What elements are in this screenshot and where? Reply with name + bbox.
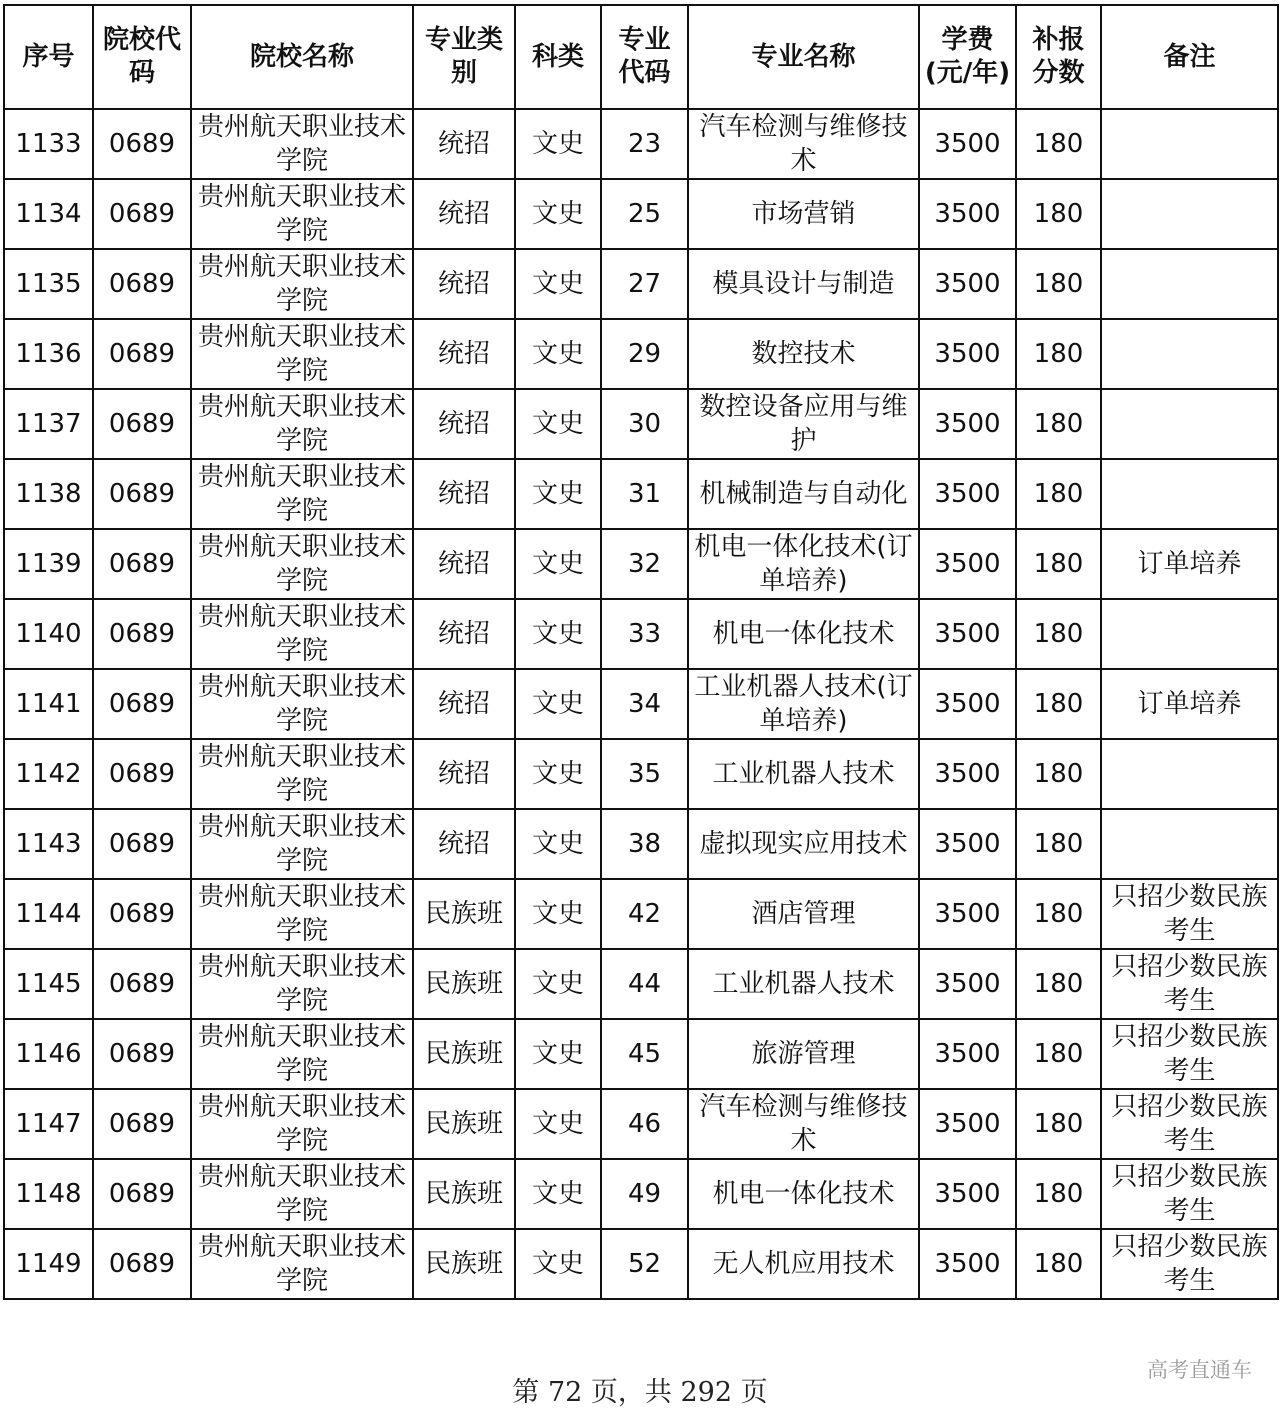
col-tuition-cell: 3500 bbox=[919, 809, 1016, 879]
col-tuition-cell: 3500 bbox=[919, 1089, 1016, 1159]
col-score-cell: 180 bbox=[1016, 529, 1101, 599]
table-body bbox=[4, 109, 1278, 1299]
col-major-category-cell: 民族班 bbox=[413, 1229, 515, 1299]
col-tuition-cell: 3500 bbox=[919, 389, 1016, 459]
col-school-name-cell: 贵州航天职业技术学院 bbox=[191, 809, 413, 879]
col-remark-cell: 只招少数民族考生 bbox=[1101, 1089, 1278, 1159]
table-row bbox=[4, 739, 1278, 809]
col-major-name-cell: 汽车检测与维修技术 bbox=[688, 109, 919, 179]
col-major-name-cell: 数控技术 bbox=[688, 319, 919, 389]
col-tuition-cell: 3500 bbox=[919, 599, 1016, 669]
col-index-cell: 1147 bbox=[4, 1089, 93, 1159]
col-school-code-cell: 0689 bbox=[93, 319, 191, 389]
col-tuition-cell: 3500 bbox=[919, 1019, 1016, 1089]
col-major-code-cell: 42 bbox=[601, 879, 688, 949]
col-index-cell: 1133 bbox=[4, 109, 93, 179]
col-major-code-cell: 31 bbox=[601, 459, 688, 529]
col-major-name-cell: 虚拟现实应用技术 bbox=[688, 809, 919, 879]
col-remark-cell: 订单培养 bbox=[1101, 529, 1278, 599]
table-row bbox=[4, 669, 1278, 739]
col-tuition-cell: 3500 bbox=[919, 879, 1016, 949]
col-score-cell: 180 bbox=[1016, 389, 1101, 459]
col-major-code-cell: 27 bbox=[601, 249, 688, 319]
col-school-name-cell: 贵州航天职业技术学院 bbox=[191, 1019, 413, 1089]
col-remark-cell bbox=[1101, 109, 1278, 179]
col-index-cell: 1139 bbox=[4, 529, 93, 599]
col-major-category-cell: 民族班 bbox=[413, 879, 515, 949]
col-subject-cell: 文史 bbox=[515, 739, 601, 809]
col-school-code-cell: 0689 bbox=[93, 179, 191, 249]
header-col-subject: 科类 bbox=[515, 5, 601, 109]
table-row bbox=[4, 949, 1278, 1019]
col-score-cell: 180 bbox=[1016, 109, 1101, 179]
col-score-cell: 180 bbox=[1016, 459, 1101, 529]
col-school-code-cell: 0689 bbox=[93, 1229, 191, 1299]
col-school-code-cell: 0689 bbox=[93, 739, 191, 809]
col-major-category-cell: 民族班 bbox=[413, 1159, 515, 1229]
header-col-major-name: 专业名称 bbox=[688, 5, 919, 109]
col-remark-cell bbox=[1101, 459, 1278, 529]
col-school-code-cell: 0689 bbox=[93, 1089, 191, 1159]
col-remark-cell: 只招少数民族考生 bbox=[1101, 1019, 1278, 1089]
col-subject-cell: 文史 bbox=[515, 949, 601, 1019]
col-index-cell: 1148 bbox=[4, 1159, 93, 1229]
col-school-name-cell: 贵州航天职业技术学院 bbox=[191, 389, 413, 459]
col-subject-cell: 文史 bbox=[515, 1159, 601, 1229]
col-major-category-cell: 统招 bbox=[413, 739, 515, 809]
col-tuition-cell: 3500 bbox=[919, 1159, 1016, 1229]
col-school-code-cell: 0689 bbox=[93, 1019, 191, 1089]
col-subject-cell: 文史 bbox=[515, 1019, 601, 1089]
col-index-cell: 1135 bbox=[4, 249, 93, 319]
col-major-code-cell: 44 bbox=[601, 949, 688, 1019]
col-major-category-cell: 统招 bbox=[413, 459, 515, 529]
table-row bbox=[4, 1089, 1278, 1159]
col-major-name-cell: 无人机应用技术 bbox=[688, 1229, 919, 1299]
header-col-major-code: 专业代码 bbox=[601, 5, 688, 109]
col-remark-cell: 只招少数民族考生 bbox=[1101, 1229, 1278, 1299]
col-school-name-cell: 贵州航天职业技术学院 bbox=[191, 319, 413, 389]
col-tuition-cell: 3500 bbox=[919, 1229, 1016, 1299]
col-remark-cell bbox=[1101, 249, 1278, 319]
col-score-cell: 180 bbox=[1016, 879, 1101, 949]
col-index-cell: 1144 bbox=[4, 879, 93, 949]
col-school-name-cell: 贵州航天职业技术学院 bbox=[191, 1229, 413, 1299]
col-major-code-cell: 49 bbox=[601, 1159, 688, 1229]
col-index-cell: 1134 bbox=[4, 179, 93, 249]
col-score-cell: 180 bbox=[1016, 1229, 1101, 1299]
col-remark-cell: 只招少数民族考生 bbox=[1101, 1159, 1278, 1229]
col-remark-cell bbox=[1101, 809, 1278, 879]
col-remark-cell: 只招少数民族考生 bbox=[1101, 949, 1278, 1019]
col-index-cell: 1146 bbox=[4, 1019, 93, 1089]
col-index-cell: 1149 bbox=[4, 1229, 93, 1299]
col-major-category-cell: 统招 bbox=[413, 389, 515, 459]
col-school-code-cell: 0689 bbox=[93, 459, 191, 529]
col-major-name-cell: 工业机器人技术 bbox=[688, 949, 919, 1019]
col-major-category-cell: 统招 bbox=[413, 249, 515, 319]
col-school-name-cell: 贵州航天职业技术学院 bbox=[191, 739, 413, 809]
col-major-name-cell: 机械制造与自动化 bbox=[688, 459, 919, 529]
col-index-cell: 1137 bbox=[4, 389, 93, 459]
header-col-school-code: 院校代码 bbox=[93, 5, 191, 109]
col-index-cell: 1143 bbox=[4, 809, 93, 879]
col-remark-cell bbox=[1101, 739, 1278, 809]
col-score-cell: 180 bbox=[1016, 179, 1101, 249]
col-major-category-cell: 民族班 bbox=[413, 1089, 515, 1159]
col-score-cell: 180 bbox=[1016, 1089, 1101, 1159]
col-tuition-cell: 3500 bbox=[919, 249, 1016, 319]
col-major-category-cell: 统招 bbox=[413, 809, 515, 879]
header-col-school-name: 院校名称 bbox=[191, 5, 413, 109]
col-tuition-cell: 3500 bbox=[919, 109, 1016, 179]
col-school-name-cell: 贵州航天职业技术学院 bbox=[191, 1159, 413, 1229]
col-school-code-cell: 0689 bbox=[93, 109, 191, 179]
col-score-cell: 180 bbox=[1016, 1159, 1101, 1229]
col-remark-cell bbox=[1101, 599, 1278, 669]
col-remark-cell bbox=[1101, 179, 1278, 249]
col-major-code-cell: 23 bbox=[601, 109, 688, 179]
col-major-name-cell: 数控设备应用与维护 bbox=[688, 389, 919, 459]
col-score-cell: 180 bbox=[1016, 319, 1101, 389]
col-school-name-cell: 贵州航天职业技术学院 bbox=[191, 529, 413, 599]
col-index-cell: 1141 bbox=[4, 669, 93, 739]
col-score-cell: 180 bbox=[1016, 949, 1101, 1019]
col-major-code-cell: 35 bbox=[601, 739, 688, 809]
col-subject-cell: 文史 bbox=[515, 389, 601, 459]
table-row bbox=[4, 809, 1278, 879]
col-subject-cell: 文史 bbox=[515, 1229, 601, 1299]
col-tuition-cell: 3500 bbox=[919, 179, 1016, 249]
col-school-name-cell: 贵州航天职业技术学院 bbox=[191, 109, 413, 179]
col-school-code-cell: 0689 bbox=[93, 879, 191, 949]
col-remark-cell bbox=[1101, 319, 1278, 389]
col-major-name-cell: 工业机器人技术(订单培养) bbox=[688, 669, 919, 739]
header-col-index: 序号 bbox=[4, 5, 93, 109]
header-col-tuition: 学费(元/年) bbox=[919, 5, 1016, 109]
page-number: 第 72 页，共 292 页 bbox=[512, 1377, 768, 1408]
col-major-name-cell: 机电一体化技术 bbox=[688, 599, 919, 669]
col-tuition-cell: 3500 bbox=[919, 739, 1016, 809]
table-row bbox=[4, 109, 1278, 179]
col-major-code-cell: 45 bbox=[601, 1019, 688, 1089]
col-index-cell: 1140 bbox=[4, 599, 93, 669]
col-major-name-cell: 酒店管理 bbox=[688, 879, 919, 949]
col-major-code-cell: 52 bbox=[601, 1229, 688, 1299]
col-major-name-cell: 机电一体化技术 bbox=[688, 1159, 919, 1229]
admissions-table bbox=[3, 4, 1279, 1300]
col-score-cell: 180 bbox=[1016, 249, 1101, 319]
col-school-name-cell: 贵州航天职业技术学院 bbox=[191, 179, 413, 249]
col-school-code-cell: 0689 bbox=[93, 529, 191, 599]
col-major-name-cell: 模具设计与制造 bbox=[688, 249, 919, 319]
header-col-score: 补报分数 bbox=[1016, 5, 1101, 109]
table-row bbox=[4, 1019, 1278, 1089]
col-major-category-cell: 统招 bbox=[413, 599, 515, 669]
col-major-code-cell: 38 bbox=[601, 809, 688, 879]
col-major-category-cell: 民族班 bbox=[413, 1019, 515, 1089]
col-subject-cell: 文史 bbox=[515, 319, 601, 389]
col-major-name-cell: 工业机器人技术 bbox=[688, 739, 919, 809]
col-subject-cell: 文史 bbox=[515, 599, 601, 669]
col-major-code-cell: 46 bbox=[601, 1089, 688, 1159]
col-subject-cell: 文史 bbox=[515, 249, 601, 319]
col-tuition-cell: 3500 bbox=[919, 669, 1016, 739]
col-major-name-cell: 汽车检测与维修技术 bbox=[688, 1089, 919, 1159]
col-index-cell: 1136 bbox=[4, 319, 93, 389]
col-major-category-cell: 民族班 bbox=[413, 949, 515, 1019]
col-remark-cell bbox=[1101, 389, 1278, 459]
table-row bbox=[4, 249, 1278, 319]
col-school-code-cell: 0689 bbox=[93, 599, 191, 669]
col-school-code-cell: 0689 bbox=[93, 949, 191, 1019]
col-major-code-cell: 33 bbox=[601, 599, 688, 669]
col-major-code-cell: 34 bbox=[601, 669, 688, 739]
col-major-code-cell: 25 bbox=[601, 179, 688, 249]
col-tuition-cell: 3500 bbox=[919, 949, 1016, 1019]
col-tuition-cell: 3500 bbox=[919, 459, 1016, 529]
col-school-code-cell: 0689 bbox=[93, 809, 191, 879]
col-subject-cell: 文史 bbox=[515, 1089, 601, 1159]
col-score-cell: 180 bbox=[1016, 739, 1101, 809]
col-school-name-cell: 贵州航天职业技术学院 bbox=[191, 669, 413, 739]
col-school-name-cell: 贵州航天职业技术学院 bbox=[191, 249, 413, 319]
col-major-name-cell: 市场营销 bbox=[688, 179, 919, 249]
table-row bbox=[4, 459, 1278, 529]
col-school-name-cell: 贵州航天职业技术学院 bbox=[191, 599, 413, 669]
col-subject-cell: 文史 bbox=[515, 879, 601, 949]
header-col-remark: 备注 bbox=[1101, 5, 1278, 109]
col-score-cell: 180 bbox=[1016, 599, 1101, 669]
col-school-name-cell: 贵州航天职业技术学院 bbox=[191, 1089, 413, 1159]
col-subject-cell: 文史 bbox=[515, 109, 601, 179]
col-score-cell: 180 bbox=[1016, 809, 1101, 879]
col-school-name-cell: 贵州航天职业技术学院 bbox=[191, 879, 413, 949]
col-school-name-cell: 贵州航天职业技术学院 bbox=[191, 459, 413, 529]
table-row bbox=[4, 599, 1278, 669]
col-score-cell: 180 bbox=[1016, 669, 1101, 739]
col-tuition-cell: 3500 bbox=[919, 529, 1016, 599]
col-major-category-cell: 统招 bbox=[413, 319, 515, 389]
watermark-text: 高考直通车 bbox=[1147, 1358, 1252, 1382]
col-index-cell: 1138 bbox=[4, 459, 93, 529]
table-row bbox=[4, 389, 1278, 459]
header-col-major-category: 专业类别 bbox=[413, 5, 515, 109]
col-major-code-cell: 30 bbox=[601, 389, 688, 459]
col-major-code-cell: 32 bbox=[601, 529, 688, 599]
table-row bbox=[4, 179, 1278, 249]
col-school-code-cell: 0689 bbox=[93, 249, 191, 319]
col-subject-cell: 文史 bbox=[515, 669, 601, 739]
col-school-code-cell: 0689 bbox=[93, 389, 191, 459]
table-row bbox=[4, 529, 1278, 599]
col-subject-cell: 文史 bbox=[515, 179, 601, 249]
header-row bbox=[4, 5, 1278, 109]
col-index-cell: 1142 bbox=[4, 739, 93, 809]
table-row bbox=[4, 319, 1278, 389]
col-remark-cell: 订单培养 bbox=[1101, 669, 1278, 739]
table-row bbox=[4, 1159, 1278, 1229]
col-school-code-cell: 0689 bbox=[93, 669, 191, 739]
table-row bbox=[4, 1229, 1278, 1299]
col-major-name-cell: 机电一体化技术(订单培养) bbox=[688, 529, 919, 599]
col-major-category-cell: 统招 bbox=[413, 669, 515, 739]
col-school-code-cell: 0689 bbox=[93, 1159, 191, 1229]
col-index-cell: 1145 bbox=[4, 949, 93, 1019]
table-header bbox=[4, 5, 1278, 109]
col-remark-cell: 只招少数民族考生 bbox=[1101, 879, 1278, 949]
col-subject-cell: 文史 bbox=[515, 459, 601, 529]
col-subject-cell: 文史 bbox=[515, 809, 601, 879]
col-major-category-cell: 统招 bbox=[413, 109, 515, 179]
col-tuition-cell: 3500 bbox=[919, 319, 1016, 389]
col-major-name-cell: 旅游管理 bbox=[688, 1019, 919, 1089]
table-row bbox=[4, 879, 1278, 949]
col-school-name-cell: 贵州航天职业技术学院 bbox=[191, 949, 413, 1019]
col-subject-cell: 文史 bbox=[515, 529, 601, 599]
col-major-code-cell: 29 bbox=[601, 319, 688, 389]
col-major-category-cell: 统招 bbox=[413, 529, 515, 599]
col-score-cell: 180 bbox=[1016, 1019, 1101, 1089]
col-major-category-cell: 统招 bbox=[413, 179, 515, 249]
